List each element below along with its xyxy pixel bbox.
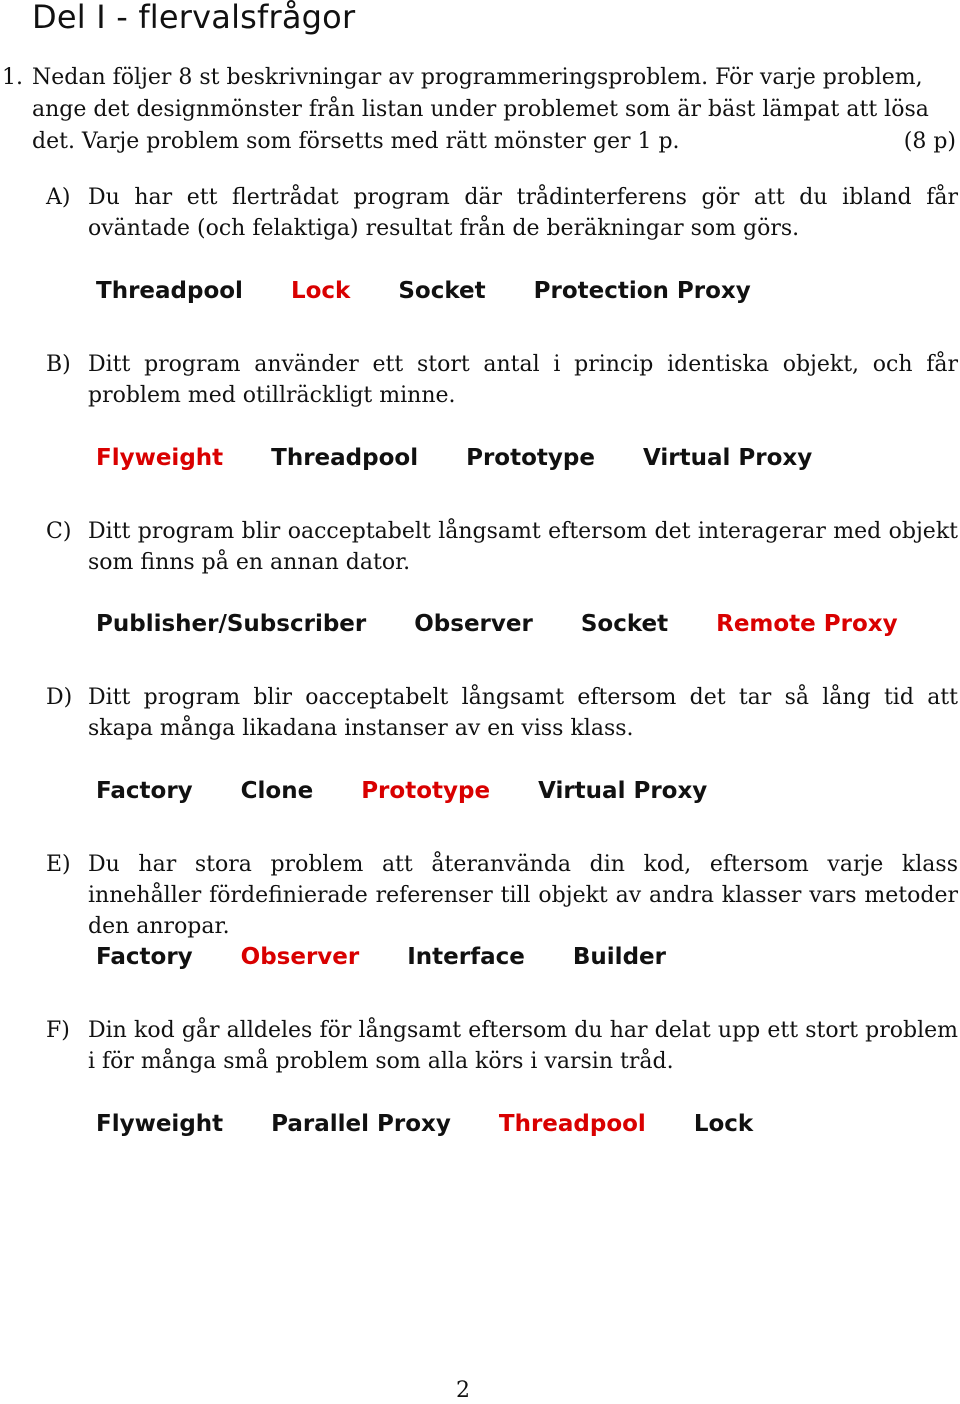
option-correct: Threadpool	[498, 1111, 646, 1137]
option: Observer	[414, 611, 533, 637]
item-letter: A)	[46, 185, 71, 210]
options-f	[96, 1109, 753, 1139]
item-text: Ditt program använder ett stort antal i princip identiska objekt, och får problem med otillräckligt minne.	[88, 352, 958, 408]
options-e	[96, 942, 666, 972]
option: Parallel Proxy	[271, 1111, 451, 1137]
option: Virtual Proxy	[538, 778, 708, 804]
option: Factory	[96, 778, 193, 804]
question-points: (8 p)	[903, 129, 956, 154]
option: Protection Proxy	[533, 278, 751, 304]
options-d	[96, 776, 707, 806]
item-text: Du har stora problem att återanvända din kod, eftersom varje klass innehåller fördefinierade referenser till objekt av andra klasser vars metoder den anropar.	[88, 852, 958, 939]
options-b	[96, 443, 812, 473]
option-correct: Remote Proxy	[716, 611, 898, 637]
option: Publisher/Subscriber	[96, 611, 367, 637]
question-text: Nedan följer 8 st beskrivningar av programmeringsproblem. För varje problem, ange det designmönster från listan under problemet som är bäst lämpat att lösa det. Varje problem som försetts med rätt mönster ger 1 p.	[32, 65, 929, 154]
option: Factory	[96, 944, 193, 970]
item-text: Din kod går alldeles för långsamt eftersom du har delat upp ett stort problem i för många små problem som alla körs i varsin tråd.	[88, 1018, 958, 1074]
option-correct: Lock	[290, 278, 351, 304]
page-number: 2	[456, 1378, 470, 1403]
option: Socket	[580, 611, 669, 637]
option: Lock	[693, 1111, 754, 1137]
option-correct: Observer	[240, 944, 360, 970]
option: Clone	[240, 778, 314, 804]
item-letter: D)	[46, 685, 73, 710]
option-correct: Flyweight	[96, 445, 224, 471]
question-number: 1.	[2, 65, 23, 90]
item-text: Du har ett flertrådat program där trådinterferens gör att du ibland får oväntade (och felaktiga) resultat från de beräkningar som görs.	[88, 185, 958, 241]
item-text: Ditt program blir oacceptabelt långsamt eftersom det tar så lång tid att skapa många likadana instanser av en viss klass.	[88, 685, 958, 741]
item-letter: F)	[46, 1018, 70, 1043]
item-text: Ditt program blir oacceptabelt långsamt eftersom det interagerar med objekt som finns på en annan dator.	[88, 519, 958, 575]
option: Builder	[572, 944, 666, 970]
option: Prototype	[466, 445, 595, 471]
options-c	[96, 609, 898, 639]
option: Socket	[398, 278, 486, 304]
option: Interface	[407, 944, 525, 970]
item-letter: E)	[46, 852, 71, 877]
item-letter: C)	[46, 519, 72, 544]
option: Flyweight	[96, 1111, 224, 1137]
section-title: Del I - flervalsfrågor	[32, 0, 356, 36]
option: Threadpool	[96, 278, 243, 304]
options-a	[96, 276, 751, 306]
item-letter: B)	[46, 352, 71, 377]
option: Threadpool	[271, 445, 419, 471]
option-correct: Prototype	[361, 778, 491, 804]
option: Virtual Proxy	[642, 445, 813, 471]
